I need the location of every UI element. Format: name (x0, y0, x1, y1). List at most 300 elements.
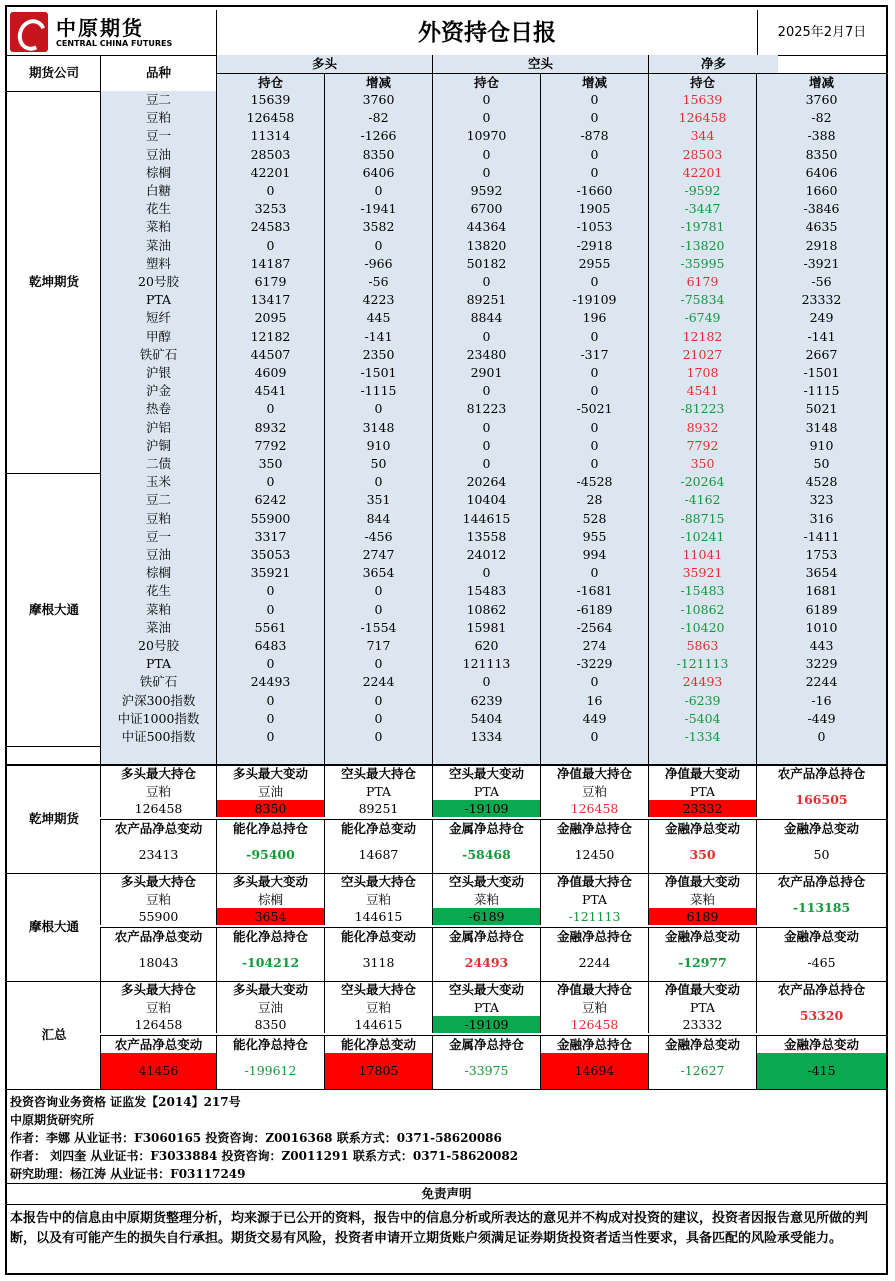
cell-value: 0 (482, 674, 491, 690)
cell-value: 3148 (362, 419, 395, 435)
cell-value: 0 (590, 383, 599, 399)
table-cell (756, 437, 886, 455)
cell-value: 14187 (250, 255, 291, 271)
table-cell (756, 728, 886, 746)
summary-value: 55900 (100, 908, 216, 925)
cell-value: 23332 (801, 292, 842, 308)
table-cell (648, 619, 756, 637)
table-cell (216, 473, 324, 491)
cell-value: 0 (266, 692, 275, 708)
variety-name: 菜油 (100, 619, 216, 637)
table-cell (432, 673, 540, 691)
disclaimer-text: 本报告中的信息由中原期货整理分析，均来源于已公开的资料，报告中的信息分析或所表达的意见并不构成对投资的建议，投资者因报告意见所做的判断，以及有可能产生的损失自行承担。期货交易有风险，投资者申请开立期货账户须满足证券期货投资者适当性要求，具备匹配的风险承受能力。 (10, 1211, 869, 1246)
summary-variety: 棕榈 (216, 891, 324, 908)
summary-value: 23332 (648, 1016, 756, 1033)
table-cell (324, 546, 432, 564)
cell-value: -19781 (680, 219, 725, 235)
table-cell (216, 255, 324, 273)
table-cell (432, 437, 540, 455)
table-cell (324, 346, 432, 364)
table-cell (756, 328, 886, 346)
table-cell (540, 255, 648, 273)
cell-value: 0 (590, 110, 599, 126)
table-cell (216, 127, 324, 145)
cell-value: -10862 (680, 601, 725, 617)
table-cell (756, 582, 886, 600)
summary-header: 金融净总变动 (648, 1035, 756, 1053)
summary-variety: PTA (540, 891, 648, 908)
cell-value: 0 (590, 729, 599, 744)
table-cell (648, 692, 756, 710)
table-cell (216, 182, 324, 200)
cell-value: 89251 (466, 292, 507, 308)
table-cell (648, 291, 756, 309)
summary-variety: 豆粕 (540, 783, 648, 800)
cell-value: 23480 (466, 346, 507, 362)
grid-line (5, 1089, 888, 1090)
summary-header: 多头最大变动 (216, 873, 324, 891)
summary-header: 能化净总变动 (324, 927, 432, 945)
cell-value: -4162 (684, 492, 721, 508)
cell-value: 28503 (250, 146, 291, 162)
summary-value: -6189 (432, 908, 540, 925)
table-cell (216, 309, 324, 327)
cell-value: 1660 (805, 183, 838, 198)
cell-value: 8932 (254, 419, 287, 435)
table-cell (648, 582, 756, 600)
cell-value: 12182 (682, 328, 723, 344)
table-cell (756, 510, 886, 528)
table-cell (756, 109, 886, 127)
table-cell (756, 601, 886, 619)
cell-value: -3921 (803, 255, 840, 271)
table-cell (756, 619, 886, 637)
cell-value: 0 (482, 110, 491, 126)
cell-value: 6700 (470, 201, 503, 217)
cell-value: 6179 (686, 274, 719, 289)
cell-value: -878 (580, 128, 609, 144)
cell-value: 955 (582, 528, 607, 544)
variety-name: 中证500指数 (100, 728, 216, 746)
cell-value: 3760 (805, 92, 838, 107)
variety-name: 短纤 (100, 309, 216, 327)
table-cell (432, 382, 540, 400)
cell-value: 0 (590, 419, 599, 435)
summary-value: 14687 (324, 837, 432, 873)
cell-value: -141 (807, 328, 836, 344)
table-cell (756, 146, 886, 164)
cell-value: 5404 (470, 710, 503, 726)
table-cell (432, 146, 540, 164)
summary-value: -58468 (432, 837, 540, 873)
summary-header: 农产品净总持仓 (756, 765, 886, 783)
cell-value: 9592 (470, 183, 503, 198)
cell-value: 0 (482, 383, 491, 399)
cell-value: 2350 (362, 346, 395, 362)
cell-value: 7792 (686, 437, 719, 453)
table-cell (216, 109, 324, 127)
cell-value: 620 (474, 638, 499, 653)
table-cell (648, 528, 756, 546)
cell-value: -1660 (576, 183, 613, 198)
table-cell (324, 164, 432, 182)
summary-company: 汇总 (41, 1027, 67, 1042)
table-cell (432, 182, 540, 200)
table-cell (540, 127, 648, 145)
cell-value: 50182 (466, 255, 507, 271)
cell-value: -9592 (684, 183, 721, 198)
cell-value: 0 (590, 456, 599, 471)
cell-value: 24493 (250, 674, 291, 690)
table-cell (432, 564, 540, 582)
variety-name: 沪深300指数 (100, 692, 216, 710)
summary-value: 12450 (540, 837, 648, 873)
variety-name: PTA (100, 291, 216, 309)
summary-header: 多头最大持仓 (100, 765, 216, 783)
cell-value: 717 (366, 638, 391, 653)
table-cell (756, 655, 886, 673)
cell-value: 3654 (362, 565, 395, 581)
cell-value: 4541 (254, 383, 287, 399)
summary-header: 净值最大持仓 (540, 765, 648, 783)
table-cell (540, 218, 648, 236)
cell-value: 15639 (250, 92, 291, 107)
cell-value: -88715 (680, 510, 725, 526)
logo-text: 中原期货 (56, 16, 144, 40)
table-cell (540, 364, 648, 382)
summary-value: 126458 (100, 1016, 216, 1033)
company-name: 乾坤期货 (28, 274, 79, 289)
cell-value: 5863 (686, 638, 719, 653)
cell-value: -1053 (576, 219, 613, 235)
table-cell (432, 309, 540, 327)
table-cell (216, 455, 324, 473)
cell-value: -10420 (680, 619, 725, 635)
cell-value: -20264 (680, 474, 725, 490)
cell-value: -10241 (680, 528, 725, 544)
cell-value: -81223 (680, 401, 725, 417)
variety-name: 沪铜 (100, 437, 216, 455)
table-cell (324, 255, 432, 273)
table-cell (756, 710, 886, 728)
cell-value: 0 (266, 729, 275, 744)
cell-value: 6189 (805, 601, 838, 617)
table-cell (432, 546, 540, 564)
table-cell (648, 182, 756, 200)
table-cell (540, 400, 648, 418)
empty-cell (756, 746, 886, 764)
cell-value: 0 (374, 237, 383, 253)
table-cell (540, 91, 648, 109)
cell-value: 6406 (362, 164, 395, 180)
table-cell (540, 710, 648, 728)
table-cell (756, 473, 886, 491)
cell-value: -1681 (576, 583, 613, 599)
cell-value: -317 (580, 346, 609, 362)
empty-cell (216, 746, 324, 764)
cell-value: 1681 (805, 583, 838, 599)
variety-name: 菜粕 (100, 218, 216, 236)
table-cell (324, 455, 432, 473)
cell-value: 5561 (254, 619, 287, 635)
table-cell (540, 491, 648, 509)
summary-value: -121113 (540, 908, 648, 925)
cell-value: 21027 (682, 346, 723, 362)
table-cell (432, 637, 540, 655)
table-cell (324, 200, 432, 218)
cell-value: 4223 (362, 292, 395, 308)
table-cell (648, 109, 756, 127)
empty-cell (540, 746, 648, 764)
cell-value: 0 (374, 601, 383, 617)
cell-value: -1501 (360, 365, 397, 380)
table-cell (648, 382, 756, 400)
table-cell (216, 346, 324, 364)
table-cell (432, 728, 540, 746)
institute-text: 中原期货研究所 (10, 1113, 95, 1127)
cell-value: 0 (266, 656, 275, 672)
table-cell (756, 237, 886, 255)
cell-value: 121113 (462, 656, 511, 672)
summary-header: 金融净总变动 (756, 927, 886, 945)
table-cell (216, 655, 324, 673)
cell-value: 0 (482, 146, 491, 162)
variety-name: 豆二 (100, 491, 216, 509)
table-cell (216, 692, 324, 710)
table-cell (540, 182, 648, 200)
cell-value: 35053 (250, 547, 291, 562)
table-cell (756, 346, 886, 364)
table-cell (216, 546, 324, 564)
summary-variety: 豆油 (216, 999, 324, 1016)
summary-header: 金属净总持仓 (432, 927, 540, 945)
cell-value: 1010 (805, 619, 838, 635)
cell-value: 6242 (254, 492, 287, 508)
cell-value: -19109 (572, 292, 617, 308)
table-cell (756, 309, 886, 327)
table-cell (216, 564, 324, 582)
table-cell (540, 146, 648, 164)
table-cell (540, 528, 648, 546)
table-cell (432, 710, 540, 728)
summary-header: 金融净总持仓 (540, 1035, 648, 1053)
table-cell (324, 127, 432, 145)
summary-value: 144615 (324, 1016, 432, 1033)
table-cell (756, 455, 886, 473)
col-subheader: 增减 (756, 73, 886, 91)
cell-value: 2667 (805, 346, 838, 362)
cell-value: 6179 (254, 274, 287, 289)
cell-value: -1266 (360, 128, 397, 144)
cell-value: 0 (374, 710, 383, 726)
variety-name: 中证1000指数 (100, 710, 216, 728)
page-title: 外资持仓日报 (216, 10, 758, 55)
cell-value: 2747 (362, 547, 395, 562)
table-cell (756, 692, 886, 710)
table-cell (324, 382, 432, 400)
table-cell (216, 382, 324, 400)
variety-name: 豆一 (100, 127, 216, 145)
table-cell (648, 510, 756, 528)
table-cell (648, 364, 756, 382)
variety-name: 花生 (100, 200, 216, 218)
cell-value: 350 (258, 456, 283, 471)
cell-value: 0 (590, 437, 599, 453)
cell-value: 0 (374, 583, 383, 599)
cell-value: 2244 (805, 674, 838, 690)
cell-value: 42201 (250, 164, 291, 180)
table-cell (216, 510, 324, 528)
assistant-text: 研究助理：杨江涛 从业证书：F03117249 (10, 1167, 246, 1181)
cell-value: -1501 (803, 365, 840, 380)
cell-value: -82 (368, 110, 389, 126)
variety-name: 豆油 (100, 546, 216, 564)
cell-value: 6239 (470, 692, 503, 708)
table-cell (756, 491, 886, 509)
summary-header: 金融净总持仓 (540, 927, 648, 945)
summary-header: 农产品净总持仓 (756, 981, 886, 999)
cell-value: 994 (582, 547, 607, 562)
cell-value: 0 (374, 729, 383, 744)
cell-value: -82 (811, 110, 832, 126)
cell-value: 910 (366, 437, 391, 453)
summary-variety: PTA (432, 783, 540, 800)
cell-value: 0 (590, 146, 599, 162)
cell-value: 350 (690, 456, 715, 471)
summary-header: 净值最大变动 (648, 873, 756, 891)
table-cell (216, 164, 324, 182)
summary-value: 17805 (324, 1053, 432, 1089)
cell-value: -56 (811, 274, 832, 289)
table-cell (432, 582, 540, 600)
cell-value: 449 (582, 710, 607, 726)
summary-value: 350 (648, 837, 756, 873)
cell-value: 24012 (466, 547, 507, 562)
col-subheader: 持仓 (216, 73, 324, 91)
table-cell (648, 491, 756, 509)
summary-value: 8350 (216, 1016, 324, 1033)
qualification-text: 投资咨询业务资格 证监发【2014】217号 (10, 1095, 241, 1109)
summary-value: -19109 (432, 800, 540, 817)
table-cell (648, 273, 756, 291)
cell-value: 13417 (250, 292, 291, 308)
cell-value: 0 (374, 401, 383, 417)
cell-value: 0 (266, 710, 275, 726)
cell-value: 5021 (805, 401, 838, 417)
table-cell (540, 200, 648, 218)
table-cell (648, 673, 756, 691)
col-subheader: 增减 (540, 73, 648, 91)
table-cell (432, 164, 540, 182)
cell-value: 2955 (578, 255, 611, 271)
cell-value: 12182 (250, 328, 291, 344)
divider (5, 1183, 888, 1184)
summary-header: 空头最大持仓 (324, 873, 432, 891)
table-cell (540, 728, 648, 746)
table-cell (432, 510, 540, 528)
cell-value: 2918 (805, 237, 838, 253)
summary-header: 净值最大持仓 (540, 873, 648, 891)
table-cell (432, 400, 540, 418)
variety-name: 铁矿石 (100, 346, 216, 364)
table-cell (324, 109, 432, 127)
variety-name: 二债 (100, 455, 216, 473)
summary-header: 净值最大变动 (648, 981, 756, 999)
summary-value: 126458 (540, 1016, 648, 1033)
variety-name: 豆油 (100, 146, 216, 164)
col-header-net: 净多 (648, 55, 778, 73)
cell-value: -3846 (803, 201, 840, 217)
cell-value: -13820 (680, 237, 725, 253)
table-cell (756, 127, 886, 145)
table-cell (540, 546, 648, 564)
cell-value: 4609 (254, 365, 287, 380)
table-cell (540, 692, 648, 710)
cell-value: 24583 (250, 219, 291, 235)
table-cell (648, 655, 756, 673)
summary-header: 农产品净总持仓 (756, 873, 886, 891)
table-cell (756, 91, 886, 109)
variety-name: 铁矿石 (100, 673, 216, 691)
cell-value: 6483 (254, 638, 287, 653)
cell-value: 126458 (678, 110, 727, 126)
table-cell (216, 218, 324, 236)
cell-value: 344 (690, 128, 715, 144)
cell-value: 8350 (805, 146, 838, 162)
cell-value: 24493 (682, 674, 723, 690)
summary-variety: 豆粕 (540, 999, 648, 1016)
table-cell (756, 291, 886, 309)
summary-value: -113185 (756, 891, 886, 925)
cell-value: -35995 (680, 255, 725, 271)
cell-value: 50 (370, 456, 387, 471)
table-cell (432, 619, 540, 637)
table-cell (324, 309, 432, 327)
table-cell (216, 400, 324, 418)
summary-header: 金融净总变动 (648, 819, 756, 837)
summary-variety: PTA (648, 999, 756, 1016)
summary-company: 摩根大通 (28, 919, 79, 934)
table-cell (756, 364, 886, 382)
table-cell (540, 273, 648, 291)
cell-value: -449 (807, 710, 836, 726)
table-cell (540, 673, 648, 691)
table-cell (648, 91, 756, 109)
summary-variety: 菜粕 (432, 891, 540, 908)
table-cell (540, 455, 648, 473)
cell-value: -15483 (680, 583, 725, 599)
table-cell (324, 273, 432, 291)
summary-variety: 豆油 (216, 783, 324, 800)
cell-value: -3447 (684, 201, 721, 217)
report-date: 2025年2月7日 (777, 25, 867, 40)
cell-value: 8932 (686, 419, 719, 435)
cell-value: 4528 (805, 474, 838, 490)
table-cell (756, 382, 886, 400)
table-cell (216, 91, 324, 109)
table-cell (756, 200, 886, 218)
cell-value: -456 (364, 528, 393, 544)
variety-name: 沪金 (100, 382, 216, 400)
summary-variety: PTA (432, 999, 540, 1016)
cell-value: 0 (590, 274, 599, 289)
cell-value: -1334 (684, 729, 721, 744)
table-cell (432, 109, 540, 127)
cell-value: 81223 (466, 401, 507, 417)
table-cell (540, 437, 648, 455)
cell-value: 3229 (805, 656, 838, 672)
cell-value: -6749 (684, 310, 721, 326)
